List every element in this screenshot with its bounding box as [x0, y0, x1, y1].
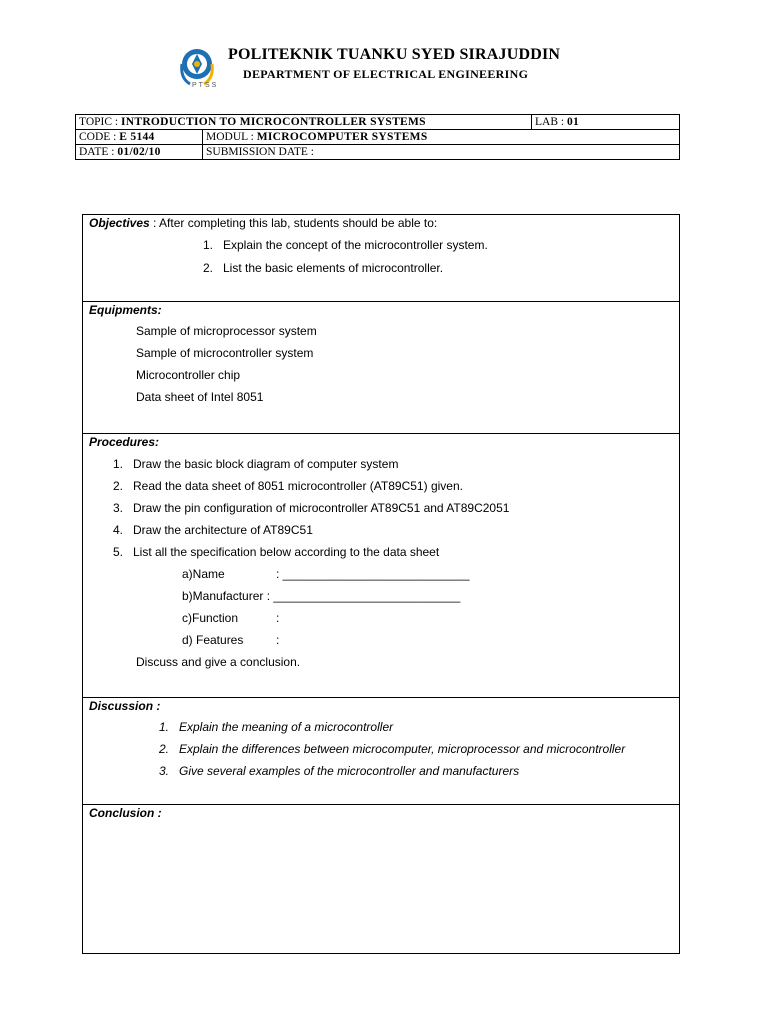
- discussion-item: 1. Explain the meaning of a microcontroller: [159, 720, 394, 734]
- lab-sheet-body: [82, 214, 680, 954]
- procedure-item: 4. Draw the architecture of AT89C51: [113, 523, 313, 537]
- spec-name: a)Name : ____________________________: [182, 567, 470, 581]
- equipment-item: Sample of microprocessor system: [136, 324, 317, 338]
- procedure-item: 5. List all the specification below according to the data sheet: [113, 545, 440, 559]
- discussion-section: [83, 697, 679, 805]
- equipment-item: Microcontroller chip: [136, 368, 241, 382]
- date-value: 01/02/10: [117, 146, 161, 158]
- logo-text: PTSS: [192, 82, 219, 89]
- spec-features: d) Features :: [182, 633, 280, 647]
- objectives-section: [83, 215, 679, 301]
- date-label: DATE :: [79, 146, 118, 158]
- lab-cell: [532, 115, 680, 130]
- procedure-item: 1. Draw the basic block diagram of computer system: [113, 457, 399, 471]
- institution-name: POLITEKNIK TUANKU SYED SIRAJUDDIN: [228, 46, 561, 63]
- equipment-item: Data sheet of Intel 8051: [136, 390, 264, 404]
- date-row: [76, 145, 680, 160]
- lab-value: 01: [566, 116, 580, 128]
- submission-cell: [203, 145, 680, 160]
- submission-label: SUBMISSION DATE :: [206, 146, 314, 158]
- topic-label: TOPIC :: [79, 116, 121, 128]
- objective-item: 1. Explain the concept of the microcontroller system.: [203, 238, 488, 252]
- code-cell: [76, 130, 203, 145]
- lab-info-table: [75, 114, 680, 160]
- topic-value: INTRODUCTION TO MICROCONTROLLER SYSTEMS: [120, 116, 426, 128]
- modul-label: MODUL :: [206, 131, 257, 143]
- procedures-section: [83, 433, 679, 698]
- equipment-item: Sample of microcontroller system: [136, 346, 314, 360]
- conclusion-section: [83, 804, 679, 954]
- procedures-closing: Discuss and give a conclusion.: [136, 655, 301, 669]
- objectives-intro: : After completing this lab, students should be able to:: [149, 216, 438, 230]
- lab-label: LAB :: [535, 116, 567, 128]
- objectives-heading: Objectives : After completing this lab, students should be able to:: [89, 216, 438, 230]
- topic-row: [76, 115, 680, 130]
- procedures-heading: Procedures:: [89, 435, 160, 449]
- discussion-item: 3. Give several examples of the microcontroller and manufacturers: [159, 764, 520, 778]
- date-cell: [76, 145, 203, 160]
- discussion-item: 2. Explain the differences between microcomputer, microprocessor and microcontroller: [159, 742, 626, 756]
- topic-cell: [76, 115, 532, 130]
- equipments-section: [83, 301, 679, 434]
- conclusion-heading: Conclusion :: [89, 806, 162, 820]
- procedure-item: 2. Read the data sheet of 8051 microcontroller (AT89C51) given.: [113, 479, 463, 493]
- discussion-heading: Discussion :: [89, 699, 161, 713]
- code-row: [76, 130, 680, 145]
- code-value: E 5144: [119, 131, 155, 143]
- spec-function: c)Function :: [182, 611, 280, 625]
- department-name: DEPARTMENT OF ELECTRICAL ENGINEERING: [243, 67, 529, 81]
- objective-item: 2. List the basic elements of microcontroller.: [203, 261, 444, 275]
- procedure-item: 3. Draw the pin configuration of microcontroller AT89C51 and AT89C2051: [113, 501, 510, 515]
- code-label: CODE :: [79, 131, 120, 143]
- modul-value: MICROCOMPUTER SYSTEMS: [256, 131, 428, 143]
- modul-cell: [203, 130, 680, 145]
- equipments-heading: Equipments:: [89, 303, 162, 317]
- spec-manufacturer: b)Manufacturer : ____________________________: [182, 589, 461, 603]
